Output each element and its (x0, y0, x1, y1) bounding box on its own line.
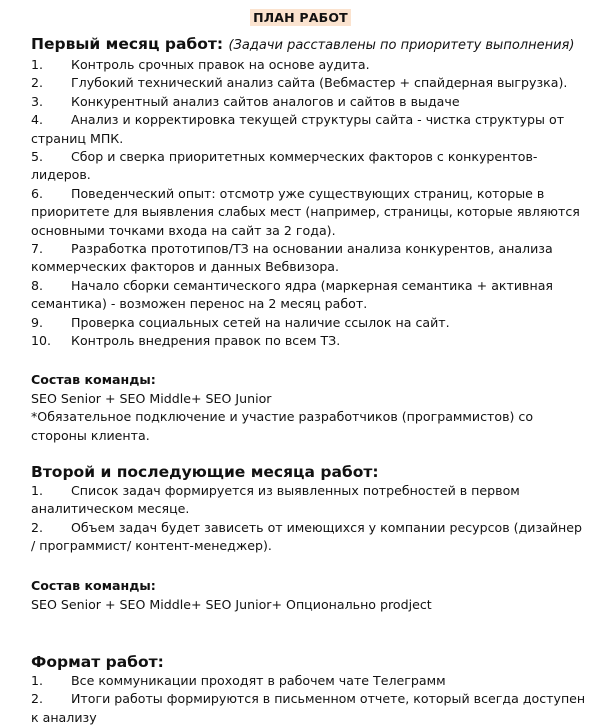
team-composition: SEO Senior + SEO Middle+ SEO Junior+ Опционально prodject (31, 596, 432, 612)
item-number: 5. (31, 149, 44, 165)
item-number: 1. (31, 673, 44, 688)
item-number: 2. (31, 519, 44, 535)
first-month-section (31, 34, 589, 351)
list-item (31, 111, 589, 148)
item-text: Контроль срочных правок на основе аудита. (71, 57, 370, 72)
item-number: 1. (31, 57, 44, 72)
item-number: 2. (31, 75, 44, 91)
item-text: Разработка прототипов/ТЗ на основании анализа конкурентов, анализа коммерческих факторов и данных Вебвизора. (31, 241, 553, 275)
item-text: Анализ и корректировка текущей структуры сайта - чистка структуры от страниц МПК. (31, 112, 565, 146)
item-number: 2. (31, 691, 44, 707)
first-month-task-list (31, 56, 589, 351)
item-number: 8. (31, 277, 44, 293)
list-item (31, 690, 589, 727)
item-number: 10. (31, 333, 52, 349)
first-month-heading-line (31, 34, 589, 56)
second-month-heading: Второй и последующие месяца работ: (31, 463, 379, 481)
second-month-section (31, 462, 589, 556)
item-text: Итоги работы формируются в письменном отчете, который всегда доступен к анализу (31, 691, 586, 725)
list-item (31, 482, 589, 519)
list-item (31, 672, 589, 690)
item-number: 9. (31, 314, 44, 330)
list-item (31, 332, 589, 350)
item-text: Объем задач будет зависеть от имеющихся у компании ресурсов (дизайнер / программист/ контент-менеджер). (31, 519, 583, 554)
item-text: Все коммуникации проходят в рабочем чате Телеграмм (71, 673, 446, 688)
list-item (31, 240, 589, 277)
document-title: ПЛАН РАБОТ (250, 9, 351, 26)
item-text: Начало сборки семантического ядра (маркерная семантика + активная семантика) - возможен перенос на 2 месяц работ. (31, 277, 554, 312)
item-number: 3. (31, 93, 44, 109)
team-heading: Состав команды: (31, 372, 156, 387)
item-text: Контроль внедрения правок по всем ТЗ. (71, 333, 341, 349)
work-format-section (31, 652, 589, 727)
list-item (31, 93, 589, 111)
work-format-list (31, 672, 589, 727)
list-item (31, 74, 589, 92)
list-item (31, 185, 589, 240)
list-item (31, 314, 589, 332)
first-month-note: (Задачи расставлены по приоритету выполнения) (228, 38, 575, 53)
team-note: *Обязательное подключение и участие разработчиков (программистов) со стороны клиента. (31, 409, 534, 443)
second-month-task-list (31, 482, 589, 556)
second-team-block (31, 577, 589, 614)
item-text: Сбор и сверка приоритетных коммерческих факторов с конкурентов-лидеров. (31, 149, 538, 183)
list-item (31, 277, 589, 314)
first-team-block (31, 371, 589, 445)
team-heading: Состав команды: (31, 578, 156, 593)
team-composition: SEO Senior + SEO Middle+ SEO Junior (31, 390, 272, 406)
item-number: 6. (31, 185, 44, 201)
first-month-heading: Первый месяц работ: (31, 35, 224, 53)
title-wrap (0, 0, 601, 26)
item-text: Проверка социальных сетей на наличие ссылок на сайт. (71, 314, 450, 330)
list-item (31, 56, 589, 74)
item-number: 7. (31, 241, 44, 257)
item-text: Поведенческий опыт: отсмотр уже существующих страниц, которые в приоритете для выявления слабых мест (например, страницы, которые являются основными точками входа на сайт за 2 года). (31, 185, 580, 238)
work-format-heading: Формат работ: (31, 653, 164, 671)
list-item (31, 519, 589, 556)
item-number: 4. (31, 112, 44, 128)
item-text: Глубокий технический анализ сайта (Вебмастер + спайдерная выгрузка). (71, 75, 568, 91)
item-text: Список задач формируется из выявленных потребностей в первом аналитическом месяце. (31, 483, 520, 517)
item-number: 1. (31, 483, 44, 498)
item-text: Конкурентный анализ сайтов аналогов и сайтов в выдаче (71, 93, 460, 109)
list-item (31, 148, 589, 185)
